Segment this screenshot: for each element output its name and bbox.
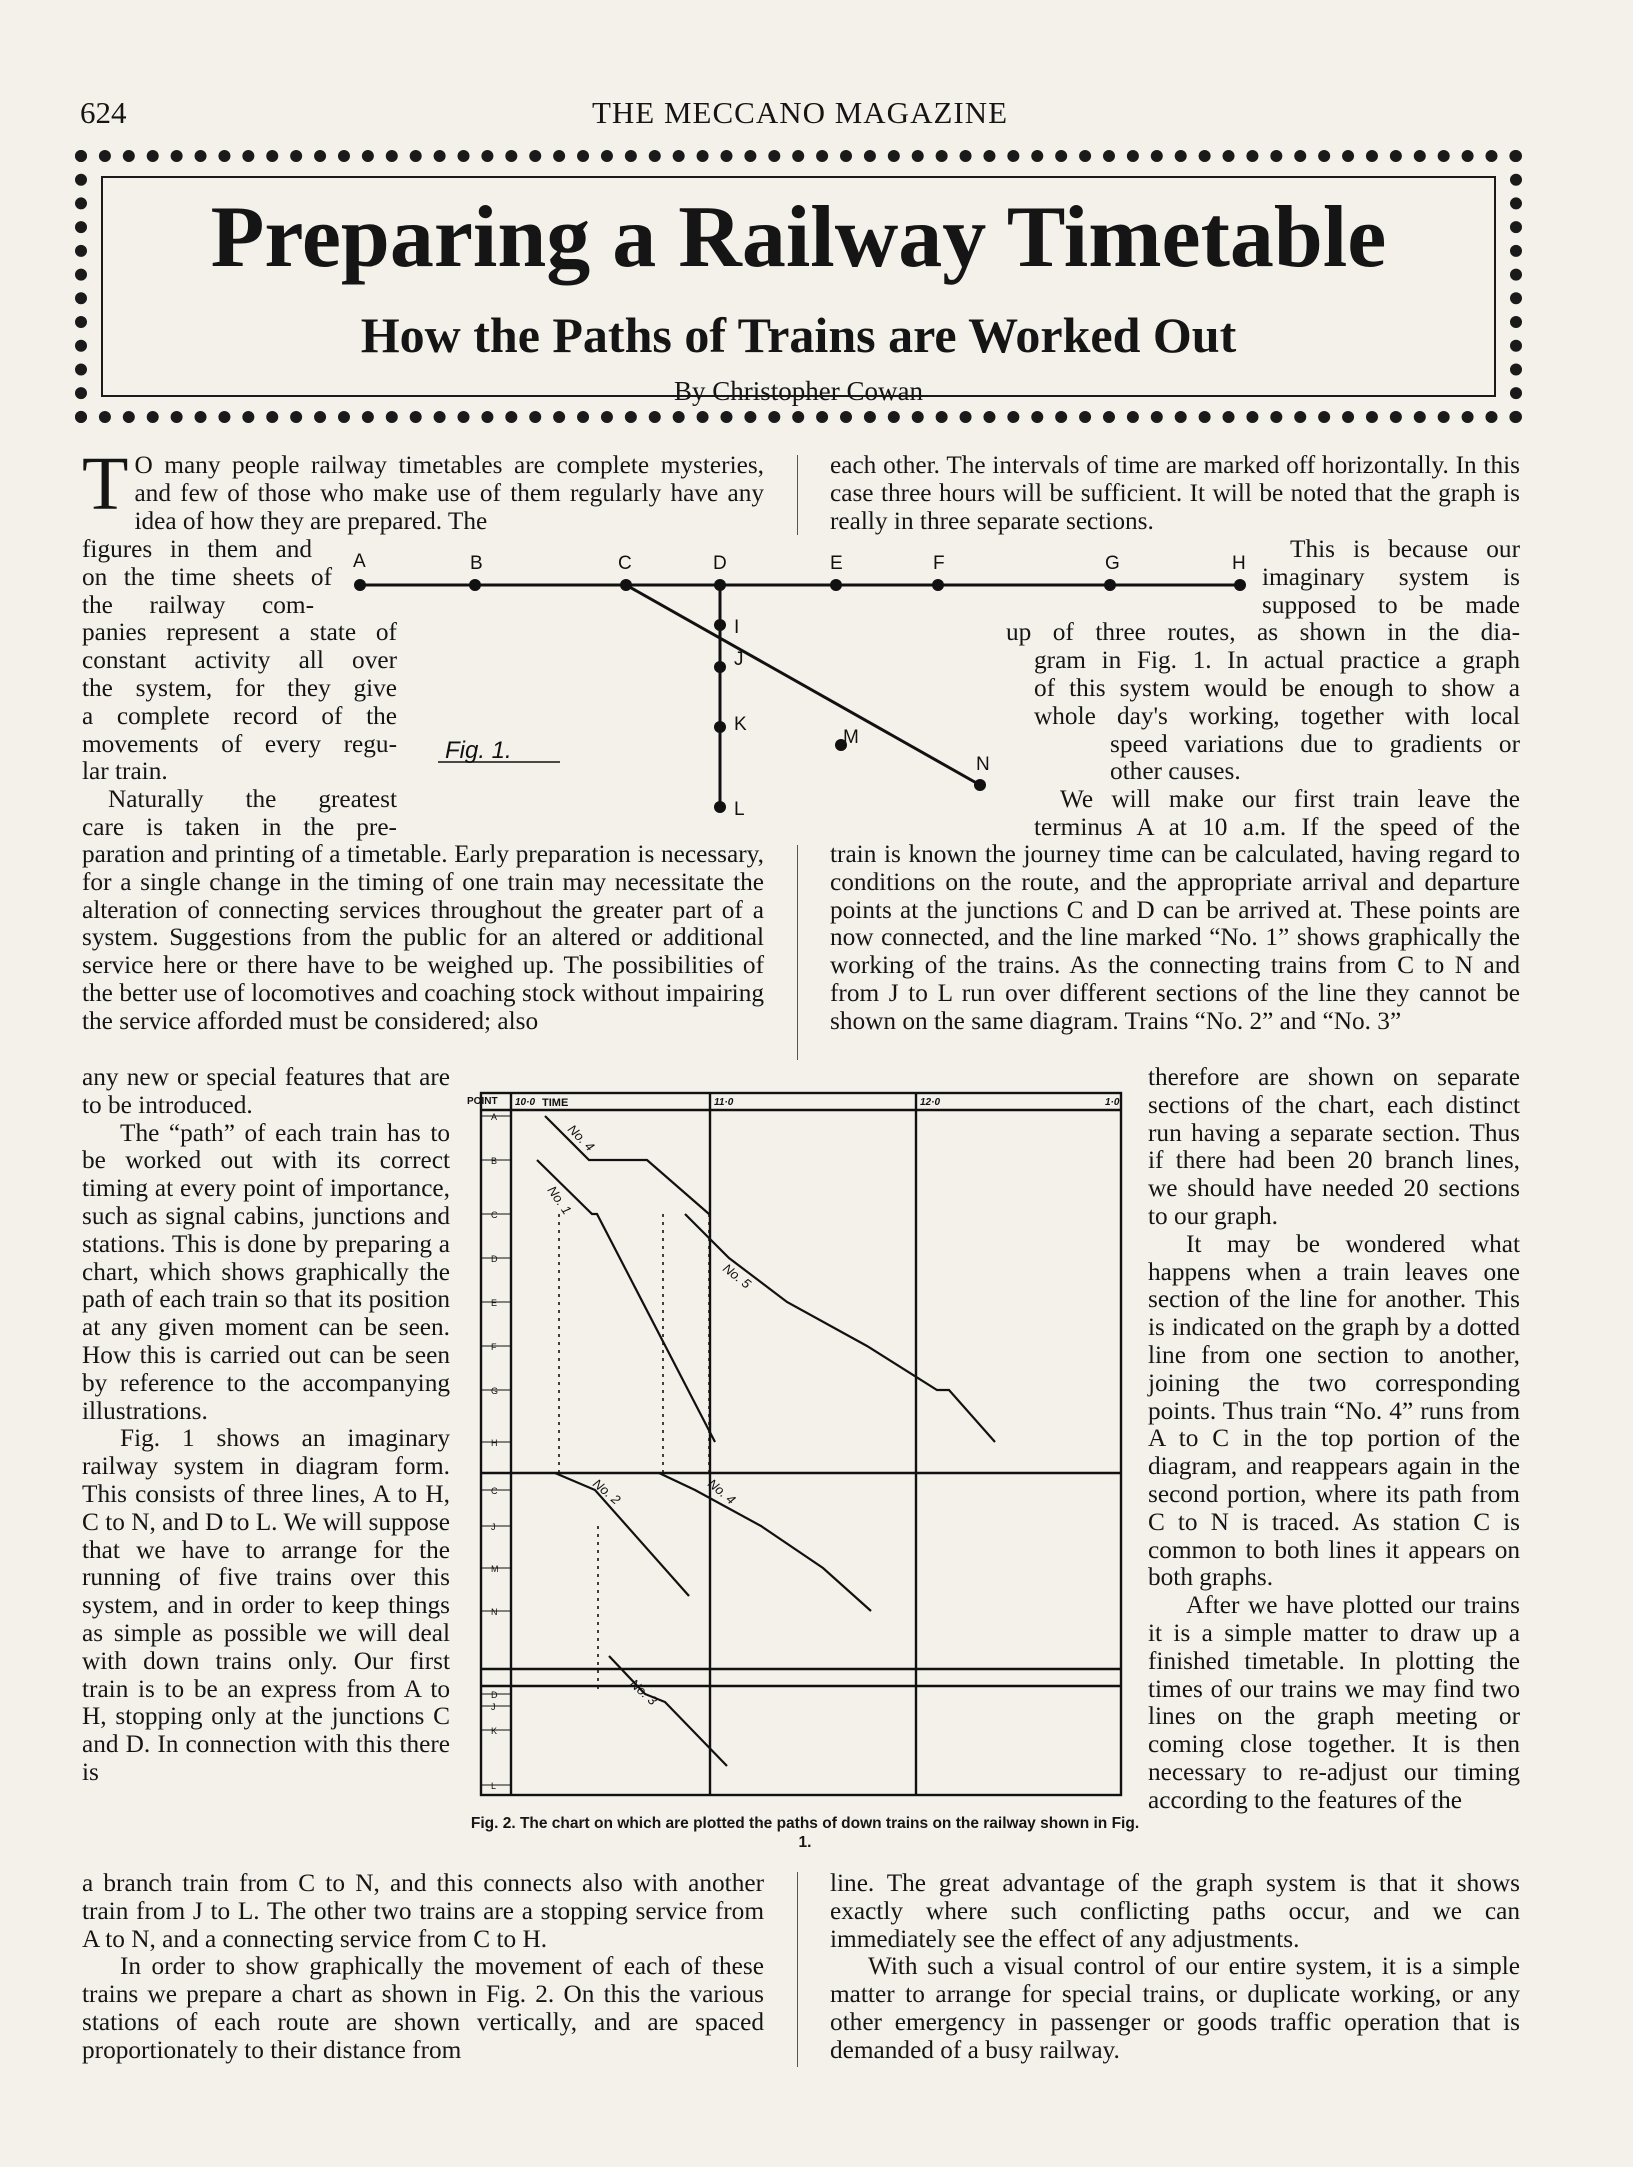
figure-2-train-path-chart: [467, 1090, 1135, 1840]
paragraph: After we have plotted our trains it is a simple matter to draw up a finished timetable. In plotting the times of our trains we may find two lines on the graph meeting or coming close together. It is then necessary to re-adjust our timing according to the features of the: [1148, 1591, 1520, 1814]
text-line: This is because our: [1290, 535, 1520, 563]
column-rule: [797, 845, 798, 1060]
station-b-dot: [469, 579, 481, 591]
figure-1-railway-diagram: [330, 545, 1270, 835]
station-dots: [354, 579, 1246, 813]
drop-cap: T: [82, 442, 129, 526]
point-label-s1-g: G: [491, 1386, 499, 1396]
time-header: TIME: [542, 1097, 569, 1109]
train-label-no-2: No. 2: [590, 1475, 624, 1508]
station-label-f: F: [933, 553, 945, 574]
time-label-1: 1·0: [1105, 1097, 1120, 1108]
text-line: imaginary system is: [1262, 562, 1520, 591]
station-a-dot: [354, 579, 366, 591]
line-c-to-n: [626, 585, 980, 785]
page-number: 624: [80, 95, 127, 130]
station-l-dot: [714, 801, 726, 813]
train-label-no-1: No. 1: [544, 1183, 575, 1218]
text-line: of this system would be enough to show a: [1034, 673, 1520, 702]
text-left-bottom: [82, 1870, 764, 2065]
station-label-l: L: [734, 799, 745, 820]
point-label-s3-k: K: [491, 1726, 498, 1736]
text-line: a complete record of the: [82, 701, 397, 730]
text-line: on the time sheets of: [82, 562, 332, 591]
station-label-i: I: [734, 617, 740, 638]
station-label-a: A: [353, 551, 366, 572]
station-e-dot: [830, 579, 842, 591]
article-title: Preparing a Railway Timetable: [210, 189, 1387, 286]
paragraph: any new or special features that are to be introduced.: [82, 1063, 450, 1119]
text-right-narrow: [1148, 1064, 1520, 1815]
train-label-no-4: No. 4: [564, 1121, 598, 1155]
text-line: movements of every regu-: [82, 729, 397, 758]
station-label-j: J: [734, 649, 744, 670]
text-line: Naturally the greatest: [108, 785, 397, 814]
paragraph-text: O many people railway timetables are complete mysteries, and few of those who make use of them regularly have any idea of how they are prepared. The: [134, 451, 764, 535]
station-j-dot: [714, 661, 726, 673]
article-subtitle: How the Paths of Trains are Worked Out: [360, 307, 1237, 363]
magazine-title: THE MECCANO MAGAZINE: [591, 95, 1009, 130]
text-line: up of three routes, as shown in the dia-: [1006, 618, 1520, 647]
text-line: care is taken in the pre-: [82, 812, 397, 841]
point-label-s2-m: M: [491, 1564, 499, 1574]
title-box: [75, 150, 1522, 423]
text-right-bottom: [830, 1870, 1520, 2065]
train-label-no-5: No. 5: [720, 1260, 754, 1292]
text-line: the railway com-: [82, 590, 314, 619]
station-label-m: M: [843, 727, 859, 748]
text-line: We will make our first train leave the: [1060, 785, 1520, 814]
paragraph: therefore are shown on separate sections of the chart, each distinct run having a separate section. Thus if there had been 20 branch lines, we should have needed 20 sections to our graph.: [1148, 1063, 1520, 1230]
text-line: figures in them and: [82, 535, 312, 563]
text-line: panies represent a state of: [82, 618, 397, 647]
station-f-dot: [932, 579, 944, 591]
text-line: the system, for they give: [82, 673, 397, 702]
station-h-dot: [1234, 579, 1246, 591]
text-right-mid: [830, 841, 1520, 1036]
paragraph: [82, 442, 764, 535]
text-right-top: [830, 452, 1520, 535]
station-k-dot: [714, 721, 726, 733]
time-label-10: 10·0: [515, 1097, 536, 1108]
point-label-s1-d: D: [491, 1254, 498, 1264]
paragraph: paration and printing of a timetable. Early preparation is necessary, for a single change in the timing of one train may necessitate the alteration of connecting services throughout the greater part of a system. Suggestions from the public for an altered or additional service here or there have to be weighed up. The possibilities of the better use of locomotives and coaching stock without impairing the service afforded must be considered; also: [82, 840, 764, 1035]
text-line: supposed to be made: [1262, 590, 1520, 619]
train-label-no-4-branch: No. 4: [705, 1475, 739, 1508]
station-label-e: E: [830, 553, 843, 574]
point-label-s1-h: H: [491, 1438, 498, 1448]
point-label-s1-c: C: [491, 1210, 498, 1220]
point-label-s1-f: F: [491, 1342, 497, 1352]
station-label-k: K: [734, 714, 747, 735]
paragraph: line. The great advantage of the graph system is that it shows exactly where such conflicting paths occur, and we can immediately see the effect of any adjustments.: [830, 1869, 1520, 1953]
station-n-dot: [974, 779, 986, 791]
point-label-s3-j: J: [491, 1702, 496, 1712]
station-label-h: H: [1232, 553, 1246, 574]
paragraph: It may be wondered what happens when a train leaves one section of the line for another. This is indicated on the graph by a dotted line from one section to another, joining the two corresponding points. Thus train “No. 4” runs from A to C in the top portion of the diagram, and reappears again in the second portion, where its path from C to N is traced. As station C is common to both lines it appears on both graphs.: [1148, 1229, 1520, 1592]
paragraph: a branch train from C to N, and this connects also with another train from J to L. The other two trains are a stopping service from A to N, and a connecting service from C to H.: [82, 1869, 764, 1953]
point-header: POINT: [467, 1096, 498, 1107]
paragraph: In order to show graphically the movement of each of these trains we prepare a chart as shown in Fig. 2. On this the various stations of each route are shown vertically, and are spaced proportionately to their distance from: [82, 1952, 764, 2064]
text-line: other causes.: [1110, 757, 1241, 786]
column-rule: [797, 1872, 798, 2067]
time-label-11: 11·0: [714, 1097, 734, 1108]
column-rule: [797, 455, 798, 535]
text-line: constant activity all over: [82, 646, 397, 675]
train-path-no-4-branch: [659, 1473, 871, 1611]
page-header: [80, 95, 1520, 145]
figure-1-label: Fig. 1.: [445, 737, 512, 764]
paragraph: With such a visual control of our entire system, it is a simple matter to arrange for special trains, or duplicate working, or any other emergency in passenger or goods traffic operation that is demanded of a busy railway.: [830, 1952, 1520, 2064]
point-label-s1-e: E: [491, 1298, 498, 1308]
article-byline: By Christopher Cowan: [674, 376, 923, 406]
point-label-s3-d: D: [491, 1690, 498, 1700]
text-line: speed variations due to gradients or: [1110, 729, 1520, 758]
text-left-top: [82, 442, 764, 535]
paragraph: The “path” of each train has to be worked out with its correct timing at every point of importance, such as signal cabins, junctions and stations. This is done by preparing a chart, which shows graphically the path of each train so that its position at any given moment can be seen. How this is carried out can be seen by reference to the accompanying illustrations.: [82, 1118, 450, 1425]
station-label-d: D: [713, 553, 727, 574]
station-c-dot: [620, 579, 632, 591]
point-label-s2-n: N: [491, 1607, 498, 1617]
paragraph: Fig. 1 shows an imaginary railway system in diagram form. This consists of three lines, A to H, C to N, and D to L. We will suppose that we have to arrange for the running of five trains over this system, and in order to keep things as simple as possible we will deal with down trains only. Our first train is to be an express from A to H, stopping only at the junctions C and D. In connection with this there is: [82, 1424, 450, 1786]
text-line: lar train.: [82, 757, 168, 786]
point-label-s1-b: B: [491, 1156, 498, 1166]
paragraph: each other. The intervals of time are marked off horizontally. In this case three hours will be sufficient. It will be noted that the graph is really in three separate sections.: [830, 451, 1520, 535]
text-left-narrow: [82, 1064, 450, 1787]
station-label-g: G: [1105, 553, 1120, 574]
figure-2-caption: Fig. 2. The chart on which are plotted the paths of down trains on the railway shown in Fig. 1.: [470, 1815, 1140, 1851]
train-path-no-5: [685, 1214, 995, 1442]
station-d-dot: [714, 579, 726, 591]
point-label-s1-a: A: [491, 1112, 498, 1122]
text-line: whole day's working, together with local: [1034, 701, 1520, 730]
text-line: terminus A at 10 a.m. If the speed of the: [1034, 812, 1520, 841]
text-line: gram in Fig. 1. In actual practice a graph: [1034, 646, 1520, 675]
point-label-s3-l: L: [491, 1781, 497, 1791]
station-i-dot: [714, 619, 726, 631]
point-label-s2-j: J: [491, 1522, 496, 1532]
train-label-no-3: No. 3: [626, 1676, 661, 1709]
text-left-mid: [82, 841, 764, 1036]
station-label-c: C: [618, 553, 632, 574]
station-label-n: N: [976, 754, 990, 775]
paragraph: train is known the journey time can be calculated, having regard to conditions on the route, and the appropriate arrival and departure points at the junctions C and D can be arrived at. These points are now connected, and the line marked “No. 1” shows graphically the working of the trains. As the connecting trains from C to N and from J to L run over different sections of the line they cannot be shown on the same diagram. Trains “No. 2” and “No. 3”: [830, 840, 1520, 1035]
point-label-s2-c: C: [491, 1486, 498, 1496]
station-label-b: B: [470, 553, 483, 574]
station-g-dot: [1104, 579, 1116, 591]
time-label-12: 12·0: [920, 1097, 941, 1108]
train-path-no-2: [555, 1473, 689, 1596]
